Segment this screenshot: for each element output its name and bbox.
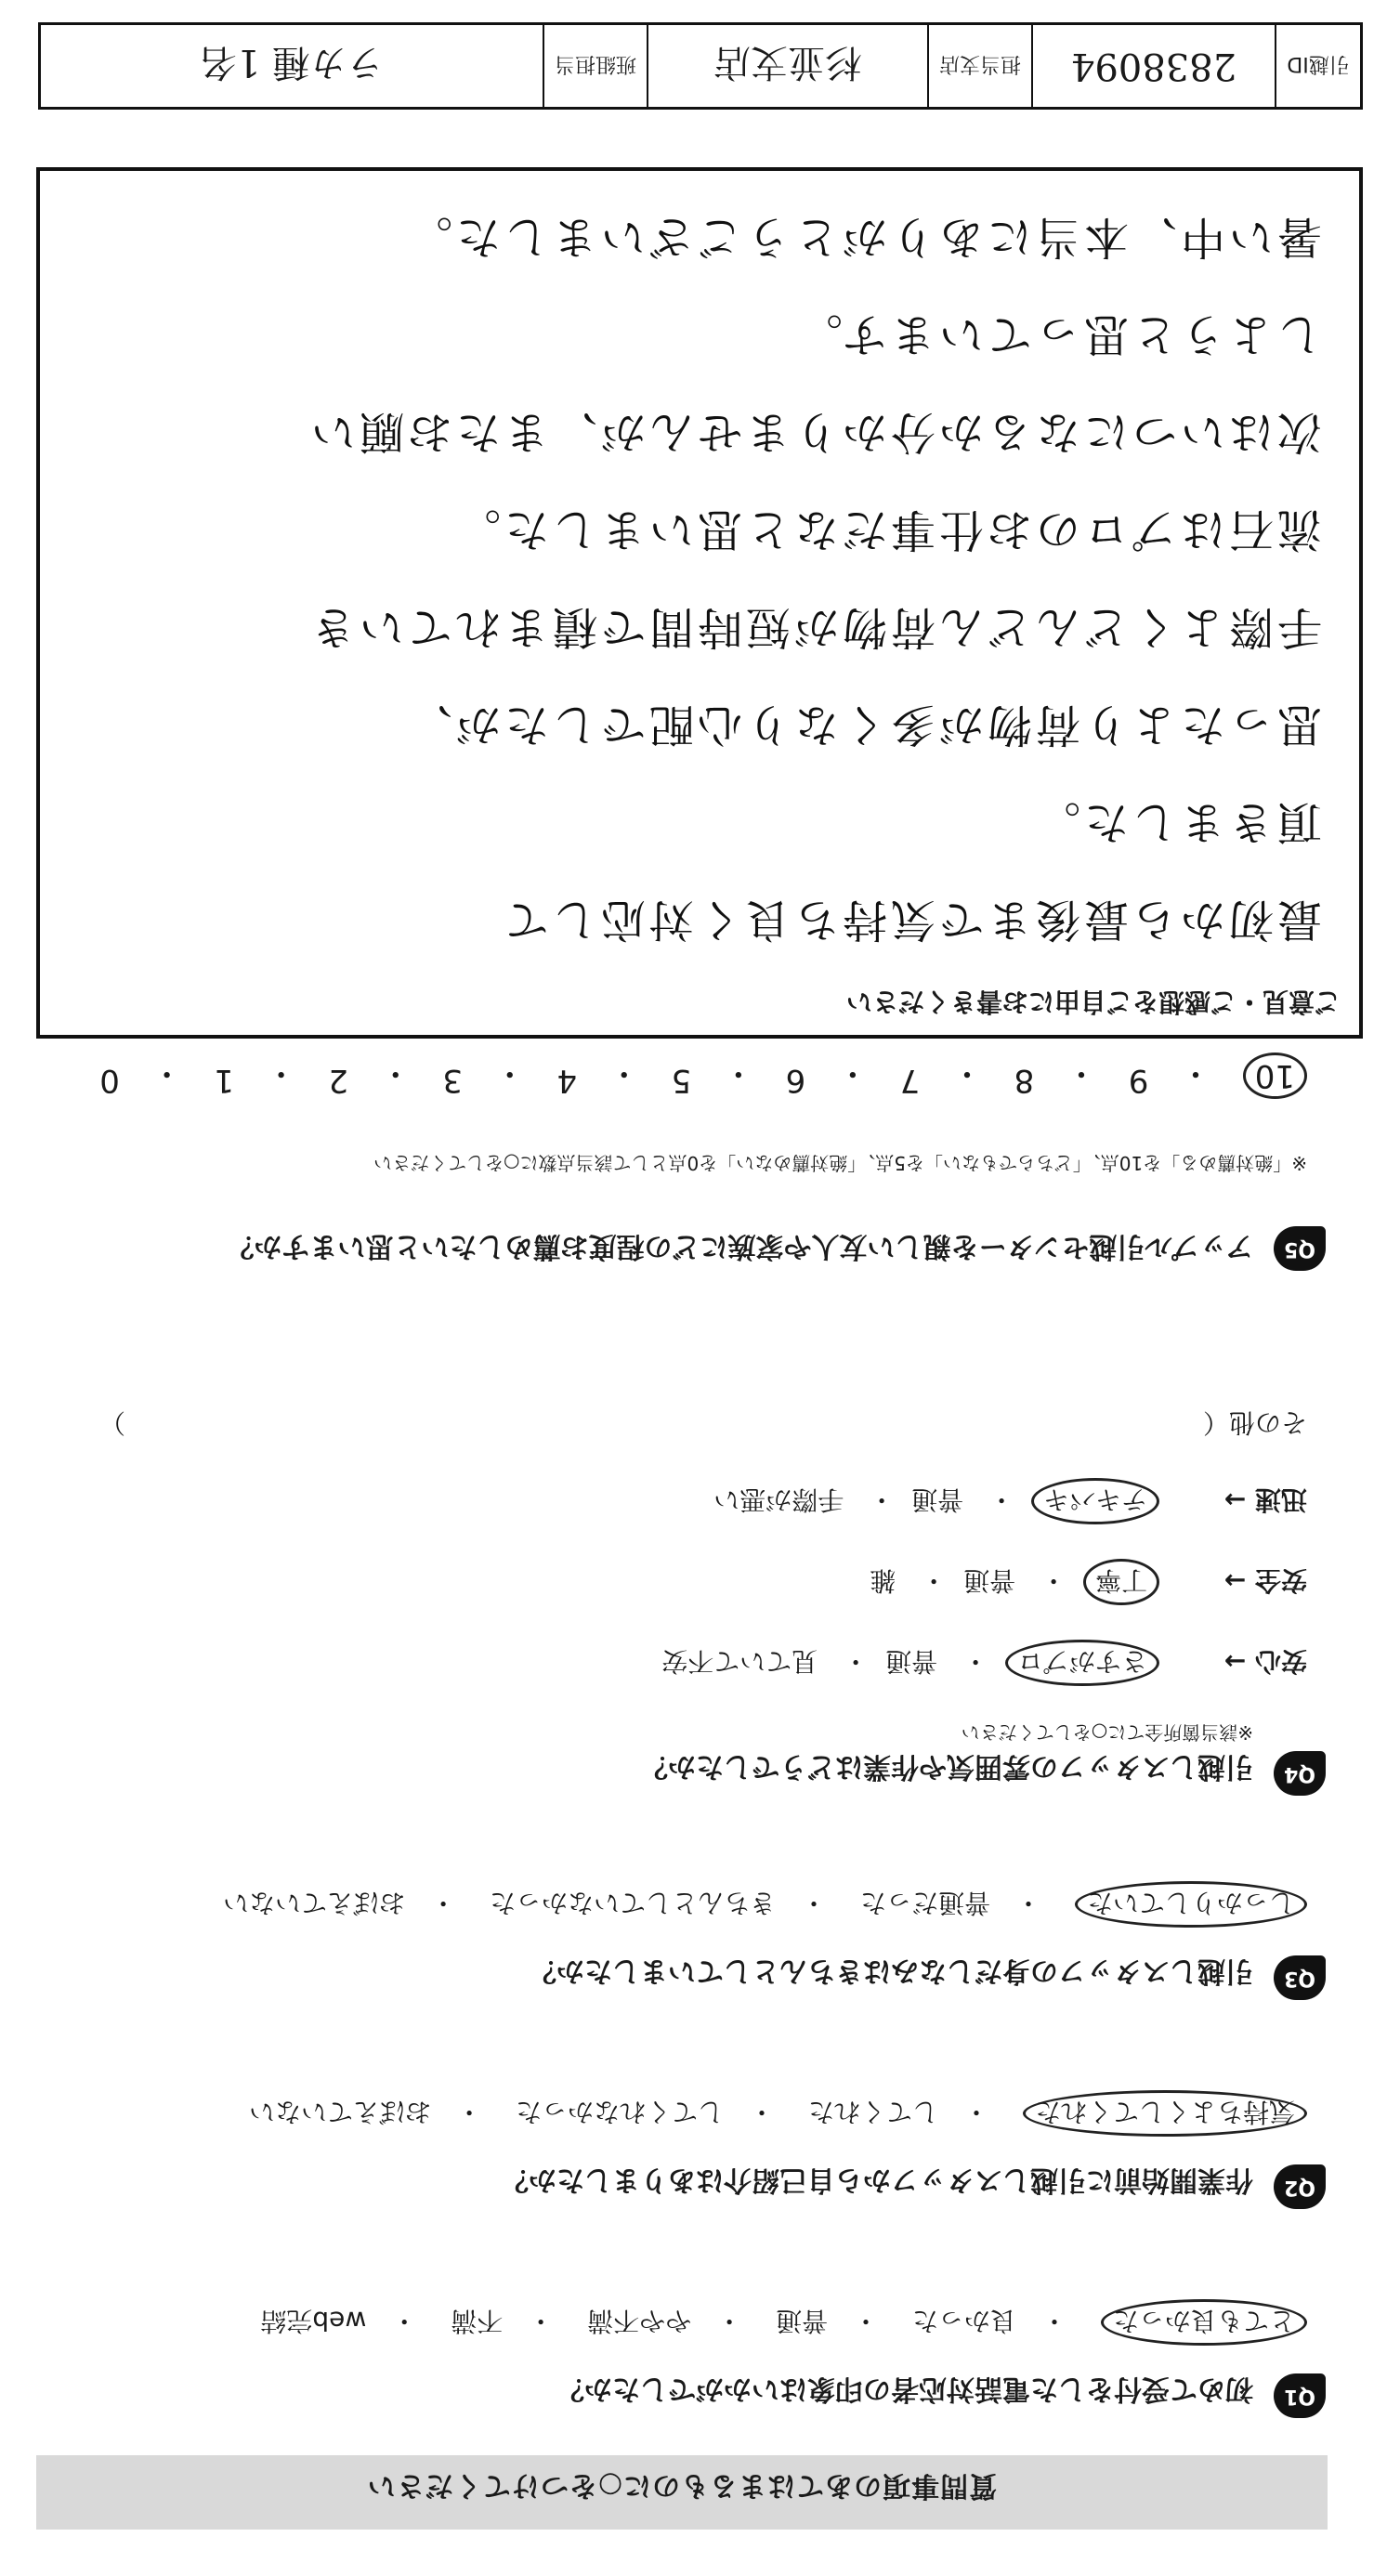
q4-row-anshin: 安心 → さすがプロ・ 普通・ 見ていて不安 xyxy=(661,1640,1307,1686)
scale-value-circled[interactable]: 10 xyxy=(1243,1053,1307,1099)
q4-option[interactable]: 見ていて不安 xyxy=(661,1646,818,1677)
q4-row-jinsoku: 迅速 → テキパキ・ 普通・ 手際が悪い xyxy=(713,1478,1307,1524)
q3-option[interactable]: 普通だった xyxy=(860,1888,991,1918)
q4-option[interactable]: 手際が悪い xyxy=(713,1484,844,1515)
q1-option[interactable]: 不満 xyxy=(451,2306,504,2336)
q3-option[interactable]: おぼえていない xyxy=(223,1888,406,1918)
id-value: 2838094 xyxy=(1031,25,1275,107)
scale-value[interactable]: 8 xyxy=(1014,1062,1035,1099)
scale-value[interactable]: 5 xyxy=(671,1062,692,1099)
q5-note: ※「絶対薦める」を10点、「どちらでもない」を5点、「絶対薦めない」を0点として該当点数に○をしてください xyxy=(373,1152,1307,1174)
q4-other-close: ） xyxy=(99,1407,126,1438)
q4-option-circled[interactable]: テキパキ xyxy=(1031,1478,1159,1524)
q2-option-circled[interactable]: 気持ちよくしてくれた xyxy=(1023,2090,1307,2137)
recommend-scale: 10 ・ 9 ・ 8 ・ 7 ・ 6 ・ 5 ・ 4 ・ 3 ・ 2 ・ 1 ・ 0 xyxy=(99,1053,1307,1099)
q4-option-circled[interactable]: 丁寧 xyxy=(1083,1559,1159,1605)
comment-line: 手際よくどんどん荷物が短時間で積まれていき xyxy=(307,601,1322,653)
q2-option[interactable]: してくれなかった xyxy=(516,2097,725,2127)
comment-title: ご意見・ご感想をご自由にお書きください xyxy=(845,987,1341,1017)
scale-value[interactable]: 9 xyxy=(1128,1062,1149,1099)
q3-option-circled[interactable]: しっかりしていた xyxy=(1075,1881,1307,1928)
q4-option[interactable]: 雑 xyxy=(870,1565,896,1596)
branch-value: 杉並支店 xyxy=(647,25,927,107)
q2-option[interactable]: してくれた xyxy=(808,2097,939,2127)
instruction-text: 質問事項のあてはまるものに○をつけてください xyxy=(366,2469,998,2502)
scale-value[interactable]: 0 xyxy=(99,1062,120,1099)
q2-badge: Q2 xyxy=(1274,2164,1326,2209)
q4-option[interactable]: 普通 xyxy=(911,1484,964,1515)
scale-value[interactable]: 7 xyxy=(899,1062,921,1099)
scale-value[interactable]: 3 xyxy=(442,1062,464,1099)
q4-note: ※該当箇所全てに○をしてください xyxy=(961,1721,1253,1744)
q5-badge: Q5 xyxy=(1274,1226,1326,1271)
office-use-table xyxy=(38,22,1363,110)
q4-row-label: 安心 → xyxy=(1223,1646,1307,1677)
q5-text: アップル引越センターを親しい友人や家族にどの程度お薦めしたいと思いますか？ xyxy=(226,1230,1253,1262)
q4-option[interactable]: 普通 xyxy=(885,1646,938,1677)
q4-row-label: 迅速 → xyxy=(1223,1484,1307,1515)
q3-option[interactable]: きちんとしていなかった xyxy=(490,1888,777,1918)
q2-text: 作業開始前に引越しスタッフから自己紹介はありましたか？ xyxy=(501,2164,1253,2196)
leader-label: 班組担当 xyxy=(543,25,647,107)
q4-other-label: その他（ xyxy=(1202,1407,1307,1438)
q2-options: 気持ちよくしてくれた・ してくれた・ してくれなかった・ おぼえていない xyxy=(232,2090,1307,2137)
branch-label: 担当支店 xyxy=(927,25,1031,107)
q3-badge: Q3 xyxy=(1274,1955,1326,2000)
comment-line: 流石はプロのお仕事だなと思いました。 xyxy=(451,503,1322,556)
scale-value[interactable]: 2 xyxy=(328,1062,348,1099)
comment-line: 思ったより荷物が多くなり心配でしたが、 xyxy=(403,699,1322,751)
comment-line: 暑い中、本当にありがとうございました。 xyxy=(403,211,1322,263)
q1-badge: Q1 xyxy=(1274,2373,1326,2418)
q1-option[interactable]: 良かった xyxy=(912,2306,1017,2336)
q1-options: とても良かった・ 良かった・ 普通・ やや不満・ 不満・ web完結 xyxy=(243,2299,1307,2346)
scale-value[interactable]: 1 xyxy=(214,1062,234,1099)
q4-option[interactable]: 普通 xyxy=(963,1565,1016,1596)
q3-options: しっかりしていた・ 普通だった・ きちんとしていなかった・ おぼえていない xyxy=(206,1881,1307,1928)
q4-text: 引越しスタッフの雰囲気や作業はどうでしたか？ xyxy=(640,1750,1253,1783)
instruction-band xyxy=(36,2455,1328,2530)
q1-option[interactable]: やや不満 xyxy=(587,2306,692,2336)
comment-line: しようと思っています。 xyxy=(793,308,1322,360)
scale-value[interactable]: 4 xyxy=(556,1062,578,1099)
q1-option[interactable]: web完結 xyxy=(260,2306,367,2336)
q1-option-circled[interactable]: とても良かった xyxy=(1101,2299,1307,2346)
q4-row-label: 安全 → xyxy=(1223,1565,1307,1596)
q4-option-circled[interactable]: さすがプロ xyxy=(1005,1640,1159,1686)
q2-option[interactable]: おぼえていない xyxy=(249,2097,432,2127)
comment-line: 次はいつになるか分かりませんが、またお願い xyxy=(307,406,1322,458)
comment-line: 最初から最後まで気持ち良く対応して xyxy=(500,894,1322,946)
q1-text: 初めて受付をした電話対応者の印象はいかがでしたか？ xyxy=(556,2373,1253,2405)
q4-row-anzen: 安全 → 丁寧・ 普通・ 雑 xyxy=(870,1559,1307,1605)
q4-other-row xyxy=(99,1406,1307,1443)
comment-line: 頂きました。 xyxy=(1031,796,1322,848)
id-label: 引越ID xyxy=(1275,25,1360,107)
leader-value: ラカ種 1名 xyxy=(199,41,385,85)
q4-badge: Q4 xyxy=(1274,1751,1326,1796)
q3-text: 引越しスタッフの身だしなみはきちんとしていましたか？ xyxy=(529,1955,1253,1987)
scale-value[interactable]: 6 xyxy=(785,1062,806,1099)
comment-box[interactable] xyxy=(36,167,1363,1039)
q1-option[interactable]: 普通 xyxy=(776,2306,829,2336)
